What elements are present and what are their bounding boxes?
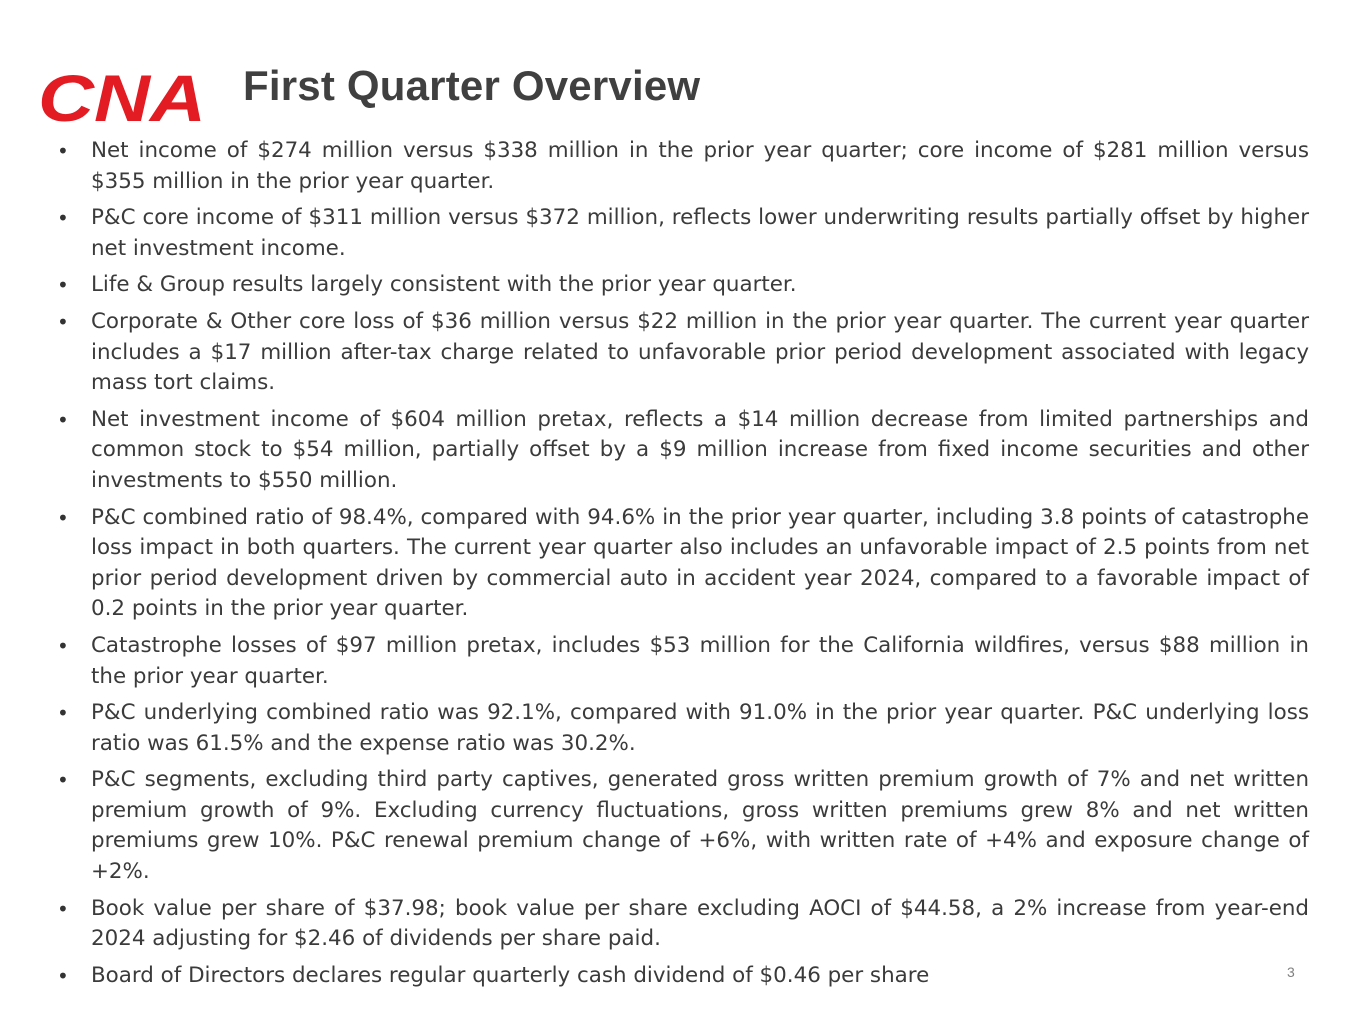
bullet-text: P&C underlying combined ratio was 92.1%, compared with 91.0% in the prior year quarter. P&C underlying loss ratio was 61.5% and the expense ratio was 30.2%. [91, 700, 1309, 756]
logo-text [208, 68, 209, 69]
bullet-text: Book value per share of $37.98; book value per share excluding AOCI of $44.58, a 2% increase from year-end 2024 adjusting for $2.46 of dividends per share paid. [91, 895, 1309, 952]
bullet-icon: • [57, 963, 69, 988]
page-number: 3 [1287, 964, 1295, 980]
bullet-text: Catastrophe losses of $97 million pretax, includes $53 million for the California wildfires, versus $88 million in the prior year quarter. [91, 632, 1309, 689]
bullet-item [55, 631, 1309, 692]
bullet-text: Net income of $274 million versus $338 million in the prior year quarter; core income of $281 million versus $355 million in the prior year quarter. [91, 138, 1309, 194]
svg-text:CNA: CNA [38, 68, 206, 126]
bullet-icon: • [57, 768, 69, 793]
cna-logo-graphic [38, 68, 208, 126]
bullet-item [55, 961, 1309, 992]
bullet-item [55, 136, 1309, 197]
bullet-text: Life & Group results largely consistent with the prior year quarter. [91, 272, 797, 298]
bullet-icon: • [57, 407, 69, 432]
bullet-text: Net investment income of $604 million pretax, reflects a $14 million decrease from limited partnerships and common stock to $54 million, partially offset by a $9 million increase from fixed income securities and other investments to $550 million. [91, 406, 1309, 493]
bullet-text: P&C segments, excluding third party captives, generated gross written premium growth of 7% and net written premium growth of 9%. Excluding currency fluctuations, gross written premiums grew 8% and net written premiums grew 10%. P&C renewal premium change of +6%, with written rate of +4% and exposure change of +2%. [91, 767, 1309, 885]
bullet-text: P&C core income of $311 million versus $372 million, reflects lower underwriting results partially offset by higher net investment income. [91, 205, 1309, 261]
bullet-icon: • [57, 309, 69, 334]
bullet-item [55, 894, 1309, 955]
bullet-item [55, 765, 1309, 887]
bullet-icon: • [57, 633, 69, 658]
bullet-text: Corporate & Other core loss of $36 million versus $22 million in the prior year quarter. The current year quarter includes a $17 million after-tax charge related to unfavorable prior period development associated with legacy mass tort claims. [91, 308, 1309, 396]
bullet-item [55, 307, 1309, 399]
bullet-list [55, 136, 1309, 997]
bullet-text: Board of Directors declares regular quarterly cash dividend of $0.46 per share [91, 962, 930, 988]
bullet-item [55, 698, 1309, 759]
bullet-icon: • [57, 139, 69, 163]
cna-logo [38, 68, 208, 126]
bullet-item [55, 203, 1309, 264]
bullet-icon: • [57, 505, 69, 530]
bullet-item [55, 405, 1309, 497]
bullet-icon: • [57, 701, 69, 726]
bullet-icon: • [57, 896, 69, 921]
bullet-text: P&C combined ratio of 98.4%, compared with 94.6% in the prior year quarter, including 3.8 points of catastrophe loss impact in both quarters. The current year quarter also includes an unfavorable impact of 2.5 points from net prior period development driven by commercial auto in accident year 2024, compared to a favorable impact of 0.2 points in the prior year quarter. [91, 504, 1309, 622]
bullet-icon: • [57, 273, 69, 298]
bullet-icon: • [57, 206, 69, 231]
bullet-item [55, 270, 1309, 301]
page-title: First Quarter Overview [243, 62, 701, 109]
bullet-item [55, 503, 1309, 625]
